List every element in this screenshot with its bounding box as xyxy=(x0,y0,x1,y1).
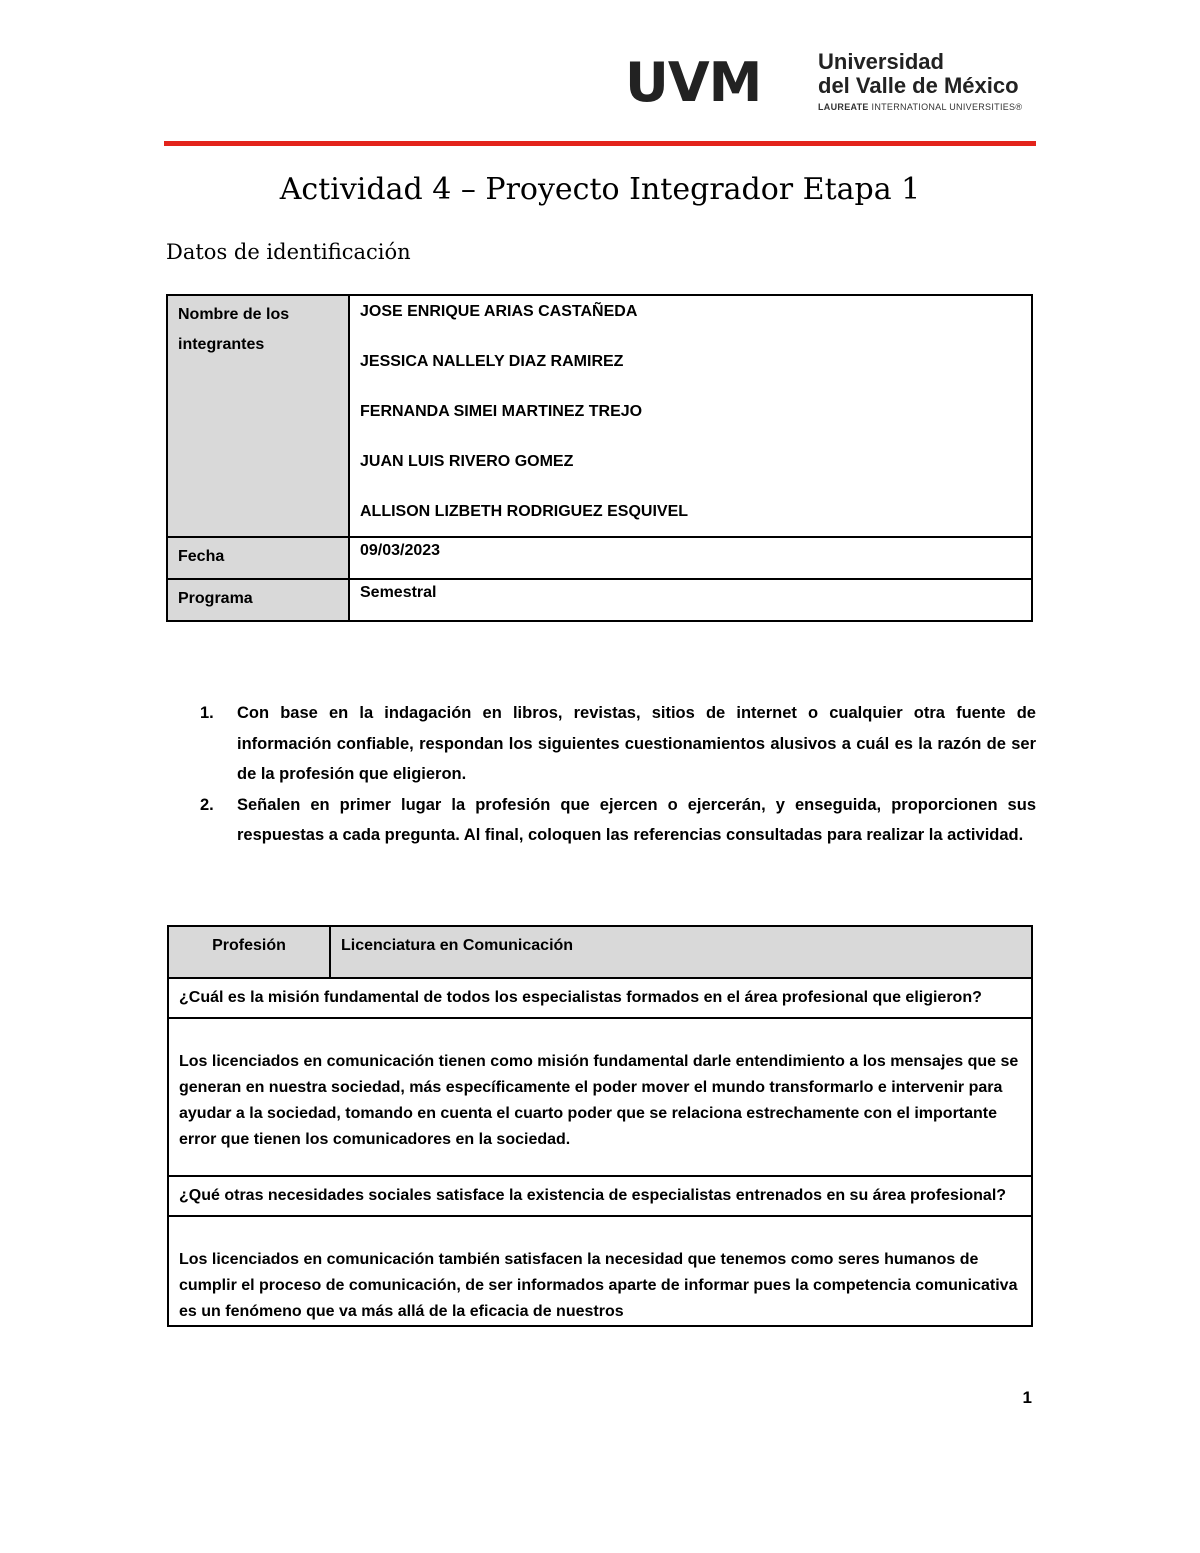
date-label: Fecha xyxy=(167,537,349,579)
logo-university-name: Universidad xyxy=(818,49,944,74)
answer-row xyxy=(168,1216,1032,1326)
question-1: ¿Cuál es la misión fundamental de todos los especialistas formados en el área profesional que eligieron? xyxy=(168,978,1032,1018)
logo-university-name-2: del Valle de México xyxy=(818,73,1019,98)
member-name: ALLISON LIZBETH RODRIGUEZ ESQUIVEL xyxy=(360,503,689,520)
member-name: JUAN LUIS RIVERO GOMEZ xyxy=(360,453,574,470)
page-number: 1 xyxy=(1022,1388,1032,1407)
question-2: ¿Qué otras necesidades sociales satisface la existencia de especialistas entrenados en su área profesional? xyxy=(168,1176,1032,1216)
date-value: 09/03/2023 xyxy=(349,537,1032,579)
logo-mark: UVM xyxy=(625,51,762,114)
instruction-text: Señalen en primer lugar la profesión que ejercen o ejercerán, y enseguida, proporcionen sus respuestas a cada pregunta. Al final, coloquen las referencias consultadas para realizar la actividad. xyxy=(237,795,1036,844)
answer-row xyxy=(168,1018,1032,1176)
program-label: Programa xyxy=(167,579,349,621)
header-divider xyxy=(164,141,1036,146)
section-subtitle: Datos de identificación xyxy=(166,240,411,264)
uvm-logo xyxy=(625,50,1025,120)
instruction-number: 1. xyxy=(200,704,214,722)
logo-tagline xyxy=(818,102,1022,112)
document-title: Actividad 4 – Proyecto Integrador Etapa 1 xyxy=(279,172,921,207)
answer-2: Los licenciados en comunicación también satisfacen la necesidad que tenemos como seres humanos de cumplir el proceso de comunicación, de ser informados aparte de informar pues la competencia comunicativa es un fenómeno que va más allá de la eficacia de nuestros xyxy=(168,1216,1032,1326)
profession-label: Profesión xyxy=(168,926,330,978)
members-cell xyxy=(349,295,1032,537)
member-name: JESSICA NALLELY DIAZ RAMIREZ xyxy=(360,353,624,370)
questions-table xyxy=(167,925,1033,1327)
member-name: FERNANDA SIMEI MARTINEZ TREJO xyxy=(360,403,643,420)
question-row xyxy=(168,978,1032,1018)
instruction-item xyxy=(200,790,1036,851)
date-row xyxy=(167,537,1032,579)
instruction-number: 2. xyxy=(200,795,214,814)
program-row xyxy=(167,579,1032,621)
logo-text xyxy=(818,50,1022,112)
member-name: JOSE ENRIQUE ARIAS CASTAÑEDA xyxy=(360,303,638,320)
instruction-item xyxy=(200,698,1036,790)
logo-tagline-rest: INTERNATIONAL UNIVERSITIES® xyxy=(868,102,1023,112)
identification-table xyxy=(166,294,1033,622)
logo-tagline-bold: LAUREATE xyxy=(818,102,869,112)
members-row xyxy=(167,295,1032,537)
instructions-list xyxy=(200,698,1036,851)
profession-row xyxy=(168,926,1032,978)
members-label: Nombre de los integrantes xyxy=(167,295,349,537)
question-row xyxy=(168,1176,1032,1216)
instruction-text: Con base en la indagación en libros, revistas, sitios de internet o cualquier otra fuente de información confiable, respondan los siguientes cuestionamientos alusivos a cuál es la razón de ser de la profesión que eligieron. xyxy=(237,704,1036,783)
program-value: Semestral xyxy=(349,579,1032,621)
profession-value: Licenciatura en Comunicación xyxy=(330,926,1032,978)
answer-1: Los licenciados en comunicación tienen como misión fundamental darle entendimiento a los mensajes que se generan en nuestra sociedad, más específicamente el poder mover el mundo transformarlo e intervenir para ayudar a la sociedad, tomando en cuenta el cuarto poder que se relaciona estrechamente con el importante error que tienen los comunicadores en la sociedad. xyxy=(168,1018,1032,1176)
